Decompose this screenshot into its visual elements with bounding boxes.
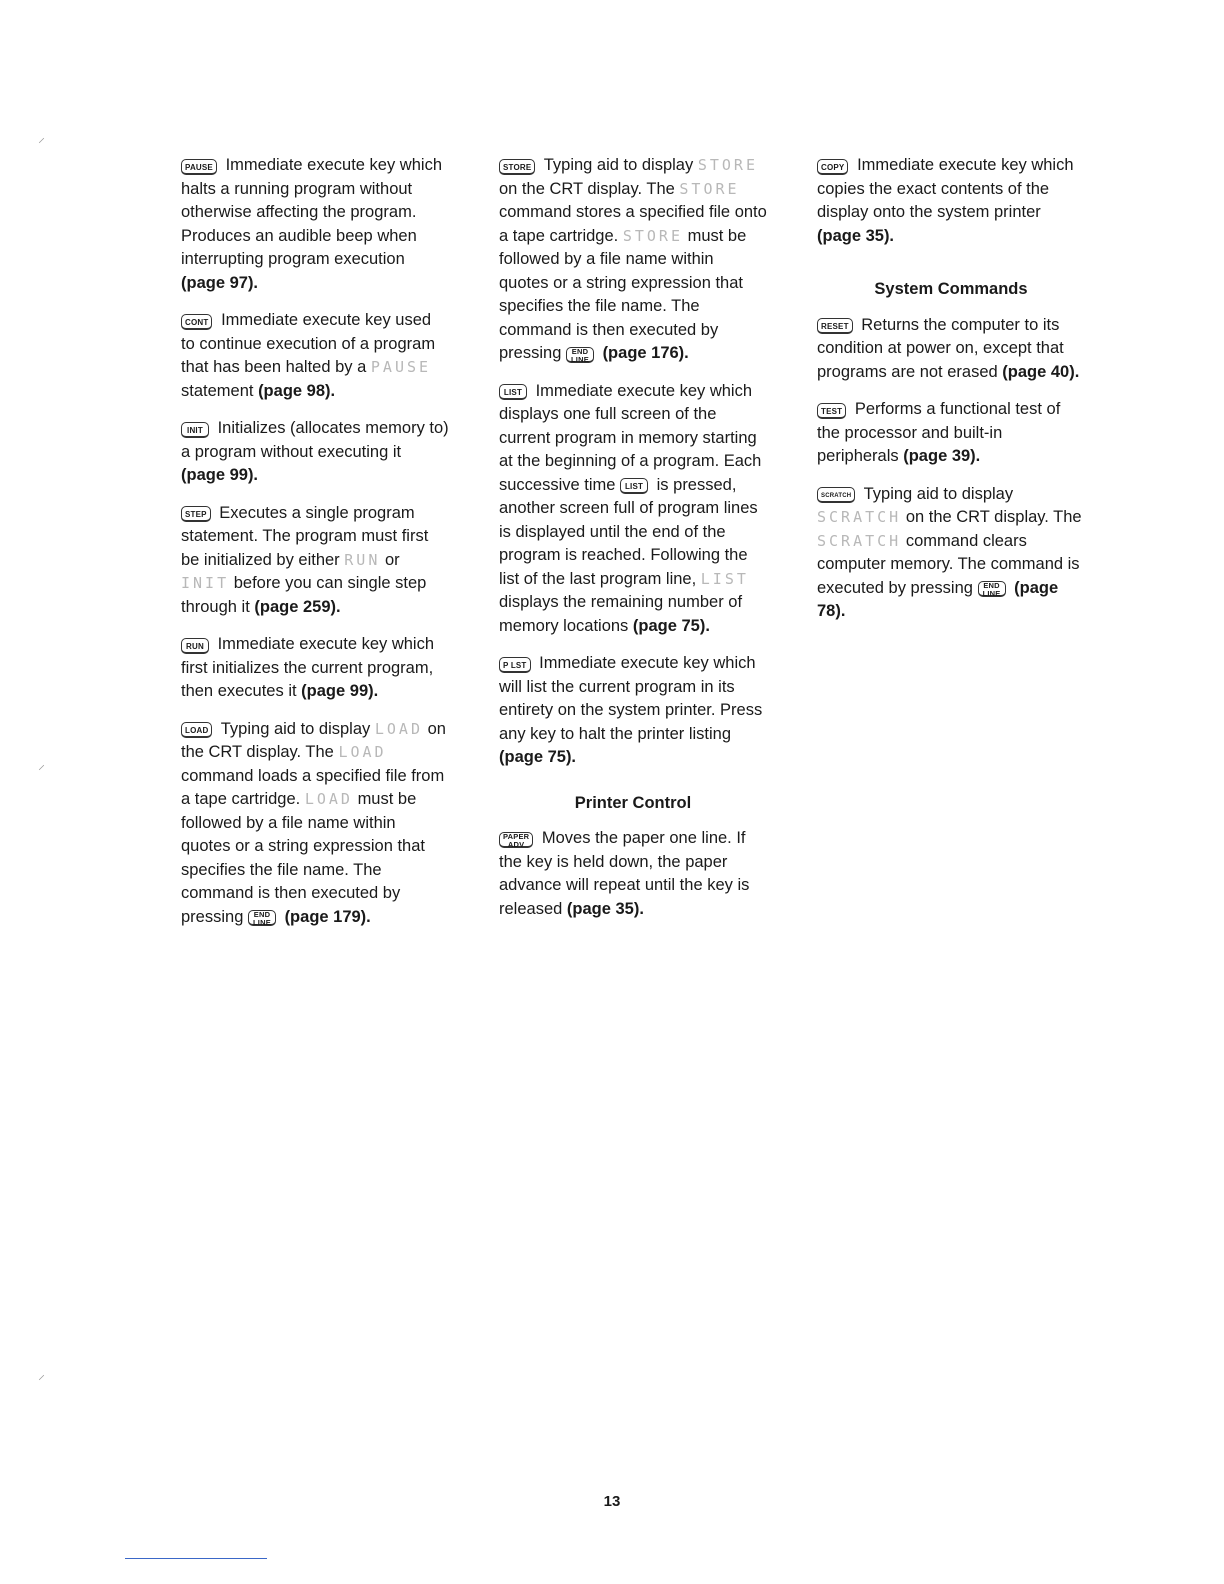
pause-key-icon: PAUSE	[181, 159, 217, 175]
end-line-key-icon: END LINE	[566, 347, 594, 363]
section-heading-printer-control: Printer Control	[574, 793, 692, 812]
section-heading-system-commands: System Commands	[874, 280, 1028, 298]
crt-display-text: LOAD	[338, 743, 387, 761]
crt-display-text: SCRATCH	[817, 508, 902, 526]
scan-mark: ⸝	[38, 757, 45, 773]
entry-scratch: SCRATCH Typing aid to display SCRATCH on the CRT display. The SCRATCH command clears computer memory. The command is executed by pressing END LINE (page 78).	[817, 484, 1082, 620]
list-key-icon: LIST	[499, 384, 527, 400]
crt-display-text: STORE	[697, 156, 758, 174]
scan-mark: ⸝	[38, 130, 45, 146]
entry-test: TEST Performs a functional test of the processor and built-in peripherals (page 39).	[817, 400, 1061, 465]
entry-step: STEP Executes a single program statement. The program must first be initialized by either RUN or INIT before you can single step through it (page 259).	[181, 503, 429, 616]
entry-pause: PAUSE Immediate execute key which halts a running program without otherwise affecting the program. Produces an audible beep when interrupting program execution (page 97).	[181, 156, 442, 292]
column-3	[817, 154, 1085, 633]
column-1	[181, 154, 449, 938]
crt-display-text: SCRATCH	[817, 531, 902, 550]
footer-rule	[125, 1558, 267, 1559]
cont-key-icon: CONT	[181, 314, 212, 330]
crt-display-text: STORE	[622, 226, 683, 245]
list-key-icon: LIST	[620, 478, 648, 494]
end-line-key-icon: END LINE	[978, 581, 1006, 597]
entry-copy: COPY Immediate execute key which copies the exact contents of the display onto the system printer (page 35).	[817, 156, 1074, 245]
crt-display-text: PAUSE	[370, 358, 432, 376]
test-key-icon: TEST	[817, 403, 846, 419]
paper-adv-key-icon: PAPER ADV	[499, 832, 533, 848]
step-key-icon: STEP	[181, 506, 211, 522]
init-key-icon: INIT	[181, 422, 209, 438]
entry-plst: P LST Immediate execute key which will list the current program in its entirety on the system printer. Press any key to halt the printer listing (page 75).	[499, 654, 763, 766]
entry-store: STORE Typing aid to display STORE on the CRT display. The STORE command stores a specified file onto a tape cartridge. STORE must be followed by a file name within quotes or a string expression that specifies the file name. The command is then executed by pressing END LINE (page 176).	[499, 156, 767, 364]
end-line-key-icon: END LINE	[248, 910, 276, 926]
page-number: 13	[603, 1493, 621, 1510]
entry-reset: RESET Returns the computer to its condition at power on, except that programs are not erased (page 40).	[817, 315, 1080, 381]
column-2	[499, 154, 767, 930]
crt-display-text: STORE	[679, 179, 740, 198]
entry-load: LOAD Typing aid to display LOAD on the CRT display. The LOAD command loads a specified file from a tape cartridge. LOAD must be followed by a file name within quotes or a string expression that specifies the file name. The command is then executed by pressing END LINE (page 179).	[181, 719, 446, 928]
crt-display-text: LOAD	[304, 790, 353, 808]
copy-key-icon: COPY	[817, 159, 848, 175]
reset-key-icon: RESET	[817, 318, 853, 334]
scan-mark: ⸝	[38, 1367, 45, 1383]
crt-display-text: INIT	[181, 574, 230, 592]
crt-display-text: LOAD	[374, 719, 423, 738]
entry-paper-adv: PAPER ADV Moves the paper one line. If the key is held down, the paper advance will repeat until the key is released (page 35).	[499, 829, 750, 918]
plst-key-icon: P LST	[499, 657, 531, 673]
crt-display-text: RUN	[344, 550, 381, 569]
entry-list: LIST Immediate execute key which displays one full screen of the current program in memory starting at the beginning of a program. Each successive time LIST is pressed, another screen full of program lines is displayed until the end of the program is reached. Following the list of the last program line, LIST displays the remaining number of memory locations (page 75).	[499, 381, 762, 635]
store-key-icon: STORE	[499, 159, 535, 175]
entry-init: INIT Initializes (allocates memory to) a program without executing it (page 99).	[181, 419, 449, 484]
entry-run: RUN Immediate execute key which first initializes the current program, then executes it (page 99).	[181, 635, 435, 700]
crt-display-text: LIST	[700, 569, 749, 588]
scratch-key-icon: SCRATCH	[817, 487, 855, 503]
load-key-icon: LOAD	[181, 722, 212, 738]
entry-cont: CONT Immediate execute key used to continue execution of a program that has been halted by a PAUSE statement (page 98).	[181, 311, 436, 400]
run-key-icon: RUN	[181, 638, 209, 654]
